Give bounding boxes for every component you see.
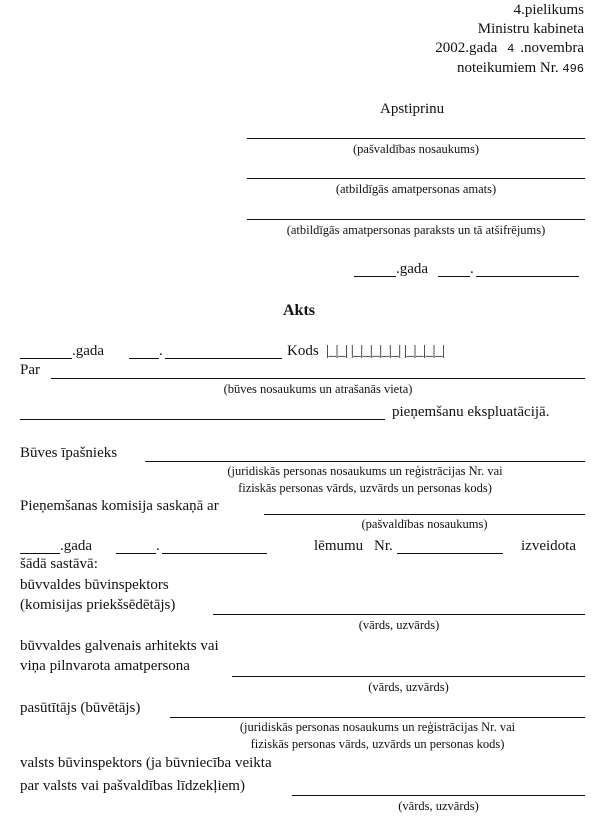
inspector-label-line2: (komisijas priekšsēdētājs) (20, 597, 176, 613)
decision-number-blank[interactable] (397, 553, 503, 554)
decision-year-label: .gada (60, 538, 93, 554)
formed-label: izveidota (521, 538, 576, 554)
act-year-label: .gada (72, 343, 105, 359)
owner-caption-line1: (juridiskās personas nosaukums un reģistrācijas Nr. vai (227, 464, 503, 478)
regulation-number-prefix: noteikumiem Nr. (456, 60, 559, 76)
inspector-label-line1: būvvaldes būvinspektors (20, 577, 169, 593)
inspector-name-line[interactable] (213, 614, 585, 615)
building-name-line[interactable] (51, 378, 585, 379)
regulation-number (284, 60, 584, 77)
approval-month-blank[interactable] (476, 276, 579, 277)
composition-label: šādā sastāvā: (20, 556, 98, 572)
commission-caption: (pašvaldības nosaukums) (361, 517, 488, 531)
approval-title: Apstiprinu (380, 101, 445, 117)
client-caption-line1: (juridiskās personas nosaukums un reģistrācijas Nr. vai (239, 720, 516, 734)
architect-label-line2: viņa pilnvarota amatpersona (20, 658, 190, 674)
state-inspector-caption: (vārds, uzvārds) (398, 799, 479, 813)
client-line[interactable] (170, 717, 585, 718)
decision-dot: . (156, 538, 160, 554)
inspector-caption: (vārds, uzvārds) (358, 618, 440, 632)
code-label: Kods (287, 343, 319, 359)
state-inspector-name-line[interactable] (292, 795, 585, 796)
commission-municipality-line[interactable] (264, 514, 585, 515)
municipality-signature-line[interactable] (247, 138, 585, 139)
act-year-blank[interactable] (20, 358, 72, 359)
approval-year-blank[interactable] (354, 276, 396, 277)
architect-label-line1: būvvaldes galvenais arhitekts vai (20, 638, 219, 654)
official-position-caption: (atbildīgās amatpersonas amats) (335, 182, 497, 196)
owner-line[interactable] (145, 461, 585, 462)
act-month-blank[interactable] (165, 358, 282, 359)
regulation-day: 4 (507, 42, 515, 56)
act-title: Akts (283, 302, 316, 319)
client-label: pasūtītājs (būvētājs) (20, 700, 141, 716)
state-inspector-line2: par valsts vai pašvaldības līdzekļiem) (20, 778, 245, 794)
regulation-month: .novembra (520, 40, 584, 56)
regulation-number-value: 496 (562, 62, 584, 76)
acceptance-text: pieņemšanu ekspluatācijā. (392, 404, 550, 420)
annex-label: 4.pielikums (513, 2, 584, 18)
client-caption-line2: fiziskās personas vārds, uzvārds un personas kods) (250, 737, 505, 751)
approval-day-blank[interactable] (438, 276, 470, 277)
subject-label: Par (20, 362, 40, 378)
official-signature-line[interactable] (247, 219, 585, 220)
architect-name-line[interactable] (232, 676, 585, 677)
official-signature-caption: (atbildīgās amatpersonas paraksts un tā atšifrējums) (286, 223, 546, 237)
decision-day-blank[interactable] (116, 553, 156, 554)
municipality-caption: (pašvaldības nosaukums) (352, 142, 480, 156)
commission-label: Pieņemšanas komisija saskaņā ar (20, 498, 219, 514)
official-position-line[interactable] (247, 178, 585, 179)
regulation-date (284, 40, 584, 57)
owner-caption-line2: fiziskās personas vārds, uzvārds un personas kods) (238, 481, 492, 495)
code-boxes[interactable]: |_|_| |_|_|_|_|_| |_|_|_|_| (326, 343, 445, 359)
issuer-label: Ministru kabineta (477, 21, 584, 37)
act-dot: . (159, 343, 163, 359)
owner-label: Būves īpašnieks (20, 445, 118, 461)
act-day-blank[interactable] (129, 358, 159, 359)
regulation-year: 2002.gada (435, 40, 498, 56)
decision-month-blank[interactable] (162, 553, 267, 554)
approval-year-label: .gada (396, 261, 429, 277)
architect-caption: (vārds, uzvārds) (368, 680, 449, 694)
decision-nr-label: Nr. (374, 538, 393, 554)
building-caption: (būves nosaukums un atrašanās vieta) (223, 382, 413, 396)
building-name-line-2[interactable] (20, 419, 385, 420)
decision-year-blank[interactable] (20, 553, 60, 554)
decision-label: lēmumu (314, 538, 364, 554)
approval-dot: . (470, 261, 474, 277)
state-inspector-line1: valsts būvinspektors (ja būvniecība veikta (20, 755, 272, 771)
